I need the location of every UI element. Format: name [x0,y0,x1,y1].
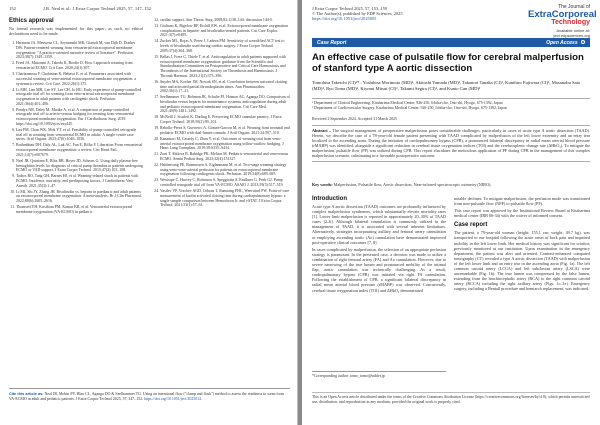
open-access-lock-icon [581,40,585,44]
article-type-bar [312,38,590,47]
reference-item: 3. Charbonneau F, Chahinian K, Bebawi E, et al. Parameters associated with successful weaning of veno-arterial extracorporeal membrane oxygenation: a systematic review. Crit Care. 2022;26(1):375. [16,72,143,86]
article-title: An effective case of pulsatile flow for cerebral malperfusion of stanford type A aortic dissection [312,52,584,74]
ethics-text: No formal research was implemented for this paper; as such, no ethical declarations need to be made. [9,26,143,37]
introduction-paragraph: Acute type A aortic dissection (TAAD) outcomes are profoundly influenced by complex malperfusion syndromes, which substantially elevate mortality rates [1]. Lower limb malperfusion is reported in approximately 20–30% of TAAD cases [2–6]. Although bilateral cannulation is commonly utilized in the management of TAAD, it is associated with several inherent limitations. Alternatively, strategies incorporating axillary and femoral artery cannulation or employing ascending aortic (Ao) cannulation have demonstrated improved post-operative clinical outcomes [7, 8]. [312,204,446,245]
reference-list-2 [152,18,290,208]
reference-item: 6. Lau FM, Chan WK, Mok YT, et al. Feasibility of pump-controlled retrograde trial off in weaning from venoarterial ECMO in adults: A single-centre case series. Artif Organs. 2023;47(6):1046–1056. [16,128,143,142]
reference-item: 18. McNeill J, Scarlett K, Darling E. Preserving ECMO cannulae patency. J Extra Corpor Technol. 2018;50(2):99–101. [160,115,290,125]
reference-item: 13. Giuliano K, Bigelow BF, Etchill EW, et al. Extracorporeal membrane oxygenation complications in heparin- and bivalirudin-treated patients. Crit Care Explor. 2021;3(7):e0485. [160,24,290,38]
reference-item: 7. Brahmbhatt DH, Daly AL, Luk AC, Fan E, Billia F. Liberation From venoarterial extracorporeal membrane oxygenation: a review. Circ Heart Fail. 2021;14(7):e007679. [16,143,143,157]
running-head [312,6,403,22]
reference-item: 19. Rebollo-Perez S, Guerreiro A, Gómez-Garcon M, et al. Weaning from neonatal and pediatric ECMO with dual-lumen cannula. J Artif Organs. 2021;24:507–510. [160,126,290,136]
reference-item: 1. Hermens JA, Meuwese CL, Szymanski MK, Gianoli M, van Dijk D, Donker DW. Patient-centered weaning from venoarterial extracorporeal membrane oxygenation: "A practice-oriented narrative review of literature". Perfusion. 2023;38(7):1349–1359. [16,41,143,60]
introduction-paragraph: In cases complicated by malperfusion, the selection of an appropriate perfusion strategy is paramount. In the presented case, a decision was made to utilize a combination of right femoral artery (FA) and Ao cannulation. However, due to severe narrowing of the true lumen and pronounced mobility of the intimal flap, aortic cannulation was technically challenging. As a result, cardiopulmonary bypass (CPB) was initiated via right FA cannulation. Following the establishment of CPB, a significant bilateral discrepancy in radial mean arterial blood pressure (rMABP) was observed. Concurrently, cerebral tissue oxygenation index (TOI) and ΔHbO₂ demonstrated [312,246,446,293]
reference-item: 23. Westrope C, Harvey C, Robinson S, Speggiorin S, Faulkner G, Peek GJ. Pump controlled retrograde trial off from VA-ECMO. ASAIO J. 2013;59(5):517–519. [160,178,290,188]
case-report-heading: Case report [454,222,488,229]
running-head-journal: J Extra Corpor Technol 2025, 57, 153–159 [312,6,387,11]
reference-list-1 [9,41,143,214]
left-page [0,0,298,425]
author-list: Tomohisa Takeichi (CI)¹* , Yoshihisa Morimoto (MD)², Akitoshi Yamada (MD)², Takanori Tanaka (CI)¹, Kunihiro Fujiwara (CI)¹, Masanobu Sato (MD)², Ryo Toma (MD)², Kiyomi Mitsui (CI)¹, Takumi Segira (CI)¹, and Kunio Gan (MD)² [312,80,581,91]
reference-item: 10. Li MJ, Shi JY, Zhang JH. Bivalirudin vs. heparin in paediatric and adult patients on extracorporeal membrane oxygenation: A meta-analysis. Br J Clin Pharmacol. 2022;88(6):2605–2616. [16,190,143,204]
keywords: Key words: Malperfusion, Pulsatile flow, Aortic dissection, Near-infrared spectroscopic oximetry (NIRO). [312,182,492,187]
running-head-copyright: © The Author(s), published by EDP Sciences, 2025 [312,11,403,17]
reference-item: 9. Tadros RO, Tang GH, Barnes HJ, et al. Weaning-related shock in patients with ECMO: Incidence, mortality, and predisposing factors. J Cardiothorac Vasc Anesth. 2021;35(3):1–47. [16,174,143,188]
reference-item: 21. Zoni T, Shilova B, Babidge PK, Melitas M. Pediatric venoarterial and venovenous ECMO. Semin Pediatr Surg. 2023;32(4):151327. [160,152,290,162]
running-head-doi-link[interactable]: https://doi.org/10.1051/ject/2025005 [312,16,377,22]
ethics-heading: Ethics approval [9,18,54,24]
affiliations: ¹ Department of Clinical Engineering, Kitaharima Medical Center, 926-250, Ichiba-cho, Ono-shi, Hyogo, 675-1392, Japan ² Department of Cardiovascular Surgery, Kitaharima Medical Center, 926-250, Ichiba-cho, Ono-shi, Hyogo, 675-1392, Japan [312,98,590,110]
reference-item: 12. cardiac support. Ann Thorac Surg. 2008;82:1138–144; discussion 144-5. [160,18,290,23]
left-column-1 [9,18,143,216]
right-column-1 [312,196,446,295]
reference-item: 15. Bellas J, Frere C, Thiele T, et al. Anticoagulation in adult patients supported with extracorporeal membrane oxygenation: guidance from the Scientific and Standardization Committees on Perioperative and Critical Care Haemostasis and Thrombosis of the International Society on Thrombosis and Haemostasis. J Thromb Haemost. 2023;21(2):373–396. [160,55,290,79]
running-head-journal: J.R. Neal et al.: J Extra Corpor Technol 2025, 57, 147–152 [43,6,151,11]
citation-box [9,388,290,401]
reference-item: 22. Hahlenvang PE, Rasmussen A, Eiglanmann M, et al. Two-stage weaning strategy using veno-veno-arterial perfusion for patients on extracorporeal membrane oxygenation following cardiogenic shock. Perfusion. 2019;34(8):689–695. [160,163,290,177]
running-head [9,6,151,11]
abstract [312,125,590,162]
reference-item: 16. Snyder MA, Koeher JM, Nowak SN, et al. Correlation between activated clotting time and activated partial thromboplastin times. Ann Pharmacother. 2002;36(1):17–21. [160,80,290,94]
license-footer: This is an Open Access article distributed under the terms of the Creative Commons Attribution License (https://creativecommons.org/licenses/by/4.0), which permits unrestricted use, distribution, and reproduction in any medium, provided the original work is properly cited. [312,392,590,404]
case-report-text: The patient, a 79-year-old woman (height: 155.1 cm; weight: 49.7 kg), was transported to our hospital following the acute onset of back pain and impaired mobility in the left lower limb. Her medical history was significant for sciatica, previously monitored at our institution. Upon examination in the emergency department, the patient was alert and oriented. Contrast-enhanced computed tomography (CT) revealed a type A aortic dissection (TAAD) with malperfusion of the left lower limb and an entry tear in the ascending aorta (Fig. 1a). The left common carotid artery (LCCA) and left subclavian artery (LSCA) were unremarkable (Fig. 1b). The true lumen was compressed by the false lumen, extending from the brachiocephalic artery (BCA) to the right common carotid artery (RCCA) including the right axillary artery (Figs. 1c–1e). Emergency surgery, including a Bentall procedure and hemiarch replacement, was indicated. [454,230,590,292]
reference-item: 11. Thomsett YH, Kristbom PM, Kumar KR, et al. Venoarterial extracorporeal membrane oxygenation (VA-ECMO) in pediatric [16,205,143,215]
reference-item: 17. Seelhammer TG, Bohman JK, Schulte PJ, Hanson AC, Aganga DO. Comparison of bivalirudin versus heparin for maintenance systemic anticoagulation during adult and pediatric extracorporeal membrane oxygenation. Crit Care Med. 2021;49(9):1481–1492. [160,95,290,114]
corresponding-author: *Corresponding author: tomo_tomo@sublet.jp [312,371,446,378]
reference-item: 8. Neal JR, Quintana E, Blitz BB, Hoyer JD, Schears G. Using daily plasma-free hemoglobin levels for diagnosis of critical pump thrombus in patients undergoing ECMO or VAD support. J Extra Corpor Technol. 2015;47(2):103–108. [16,159,143,173]
abstract-label: Abstract – [312,128,332,133]
body-paragraph: notable declines. To mitigate malperfusion, the perfusion mode was transitioned from non-pulsatile flow (NPF) to pulsatile flow (PF). [454,196,590,207]
reference-item: 4. Li MH, Lim MH, Lee SY, Lee CH, Jo HG. Early experience of pump-controlled retrograde trial off for weaning from veno-arterial extracorporeal membrane oxygenation in adult patients with cardiogenic shock. Perfusion. 2021;36(4):401–406. [16,88,143,107]
reference-item: 24. Vasilev VP, Vrachev AGD, Orbons T, Ramtring PHC, Weerwind PW. Point-of-care measurement of kaolin activated clotting time during cardiopulmonary bypass: a single sample comparison between Hemochron Jr. and i-STAT. J Extra Corpor Technol. 2021;53(1):57–61. [160,189,290,208]
citation-doi-link[interactable]: https://doi.org/10.1051/ject/2025014. [144,396,202,401]
journal-url: Available online at: ject.edpsciences.org [553,28,590,38]
open-access-badge: Open Access [546,40,585,46]
reference-item: 5. Pandya NR, Daley M, Mattke A, et al. A comparison of pump-controlled retrograde trial off to arterio-venous bridging for weaning from venoarterial extracorporeal membrane oxygenation. Eur J Cardiothorac Surg. 2019. https://doi.org/10.1093/ejcts/ezy445. [16,108,143,127]
reference-item: 20. Kanamori M, Cassidy C, Zhan Y, et al. Outcomes of weaning trial from veno-arterial extracorporeal membrane oxygenation using inflow-outflow bridging. J Heart Lung Transplant. 2019;38:S335–S434. [160,137,290,151]
article-type: Case Report [317,39,347,46]
page-number: 152 [9,6,16,11]
received-accepted-dates: Received 2 September 2024, Accepted 31 March 2025 [312,117,397,121]
journal-logo: The Journal of ExtraCorporeal Technology Available online at: ject.edpsciences.org [528,4,597,38]
reference-item: 2. Fried JA, Masoumi A, Takeda K, Brodie D. How I approach weaning from venoarterial ECMO. Crit Care. 2020;24(1):307. [16,61,143,71]
abstract-text: The surgical management of preoperative malperfusion poses considerable challenges, particularly in cases of acute type A aortic dissection (TAAD). Herein, we describe the case of a 78-year-old female patient presenting with TAAD complicated by malperfusion of the left lower extremity and an entry tear localized to the ascending aorta. During the initiation of cardiopulmonary bypass (CPB), a pronounced bilateral discrepancy in radial mean arterial blood pressure (rMABP) was identified, alongside a significant reduction in cerebral tissue oxygenation indices (TOI) and the cerebrosplenic change rate (ΔHbO₂). To mitigate the malperfusion, pulsatile flow (PF) was utilized during CPB. This report elucidates the meticulous application of PF during CPB in the management of this complex malperfusion scenario, culminating in a favorable postoperative outcome. [312,128,591,159]
right-page [302,0,600,425]
left-column-2 [152,18,290,209]
citation-label: Cite this article as: [9,391,44,396]
right-column-2 [454,196,590,294]
citation-text: Neal JR, Mobin PY, Blau CL, Aganga DO & Seelhammer TG. Using an intentional flow ("clamp and flash") method to assess the readiness to wean from VA-ECMO in adult and pediatric patients. J Extra Corpor Technol 2025, 57, 147–152. [9,392,284,401]
reference-item: 14. Zucker ML, Rojas A, Perez J, Ladeza PM. Sensitivity of a modified ACT test to levels of bivalirudin used during cardiac surgery. J Extra Corpor Technol. 2005;37(4):364–368. [160,39,290,53]
introduction-heading: Introduction [312,196,347,202]
body-paragraph: This case report was approved by the Institutional Review Board at Kitaharima medical center (IRB 06-34) with the waiver of informed consent. [454,208,590,219]
